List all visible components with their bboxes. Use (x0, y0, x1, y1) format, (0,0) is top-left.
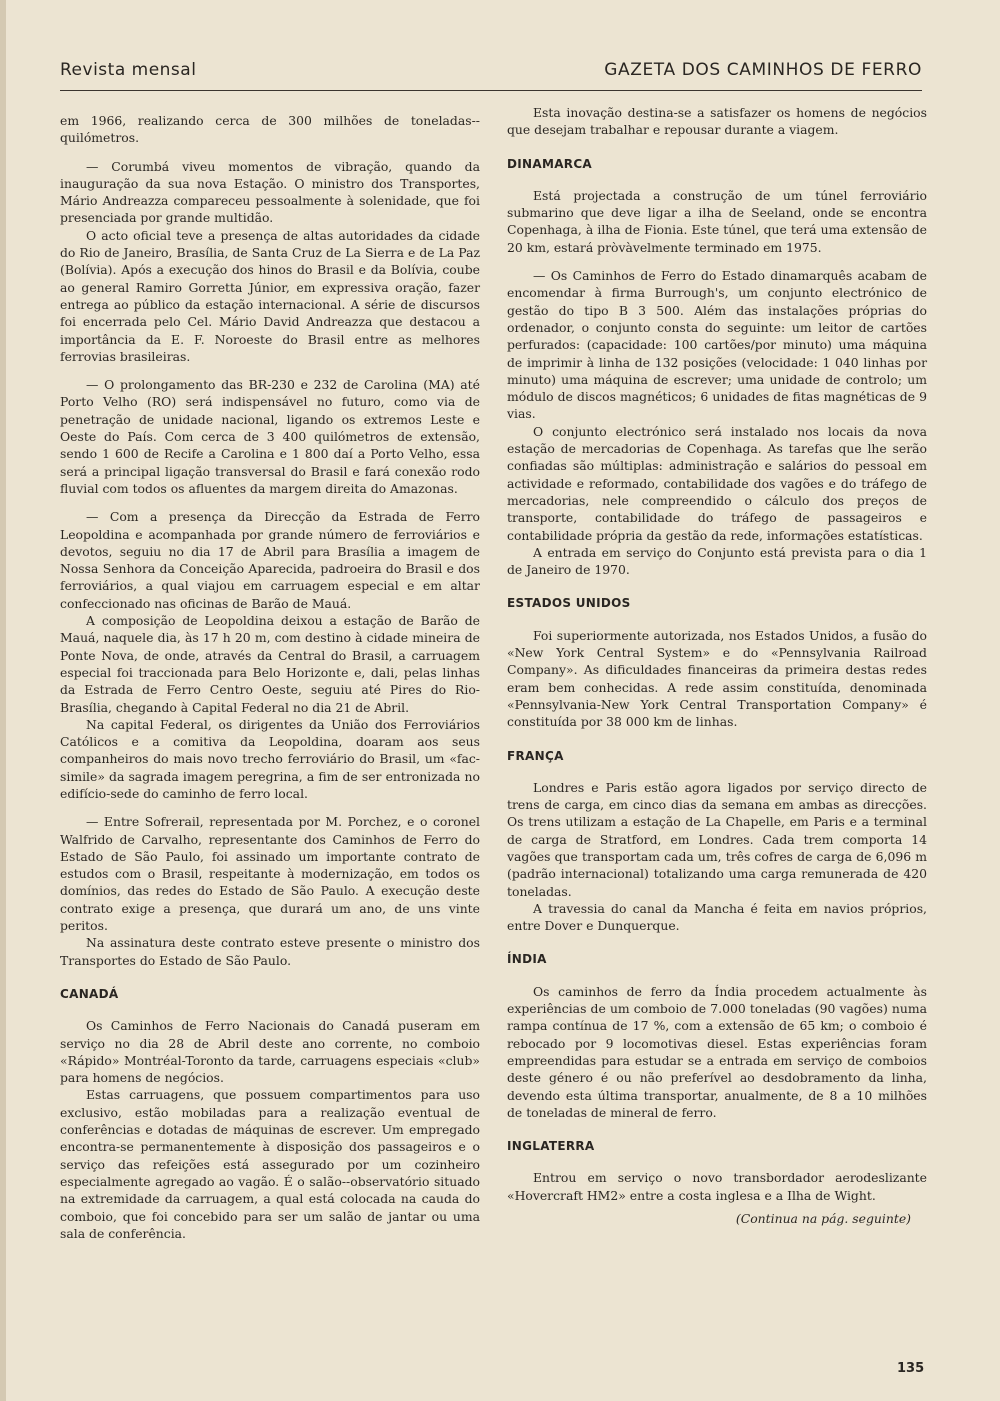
paragraph: A travessia do canal da Mancha é feita em navios próprios, entre Dover e Dunquerque. (507, 900, 927, 934)
header-left-text: Revista mensal (60, 60, 197, 80)
continued-note: (Continua na pág. seguinte) (735, 1211, 911, 1227)
section-heading-canada: CANADÁ (60, 986, 119, 1001)
paragraph: Esta inovação destina-se a satisfazer os homens de negócios que desejam trabalhar e repousar durante a viagem. (507, 105, 927, 138)
section-heading-india: ÍNDIA (507, 952, 547, 967)
paragraph: Foi superiormente autorizada, nos Estados Unidos, a fusão do «New York Central System» e do «Pennsylvania Railroad Company». As dificuldades financeiras da primeira destas redes eram bem conhecidas. A rede assim constituída, denominada «Pennsylvania-New York Central Transportation Company» é constituída por 38 000 km de linhas. (507, 627, 927, 730)
paragraph: em 1966, realizando cerca de 300 milhões de toneladas--quilómetros. (60, 113, 480, 146)
paragraph: — Os Caminhos de Ferro do Estado dinamarquês acabam de encomendar à firma Burrough's, um conjunto electrónico de gestão do tipo B 3 500. Além das instalações próprias do ordenador, o conjunto consta do seguinte: um leitor de cartões perfurados: (capacidade: 100 cartões/por minuto) uma máquina de imprimir à linha de 132 posições (velocidade: 1 040 linhas por minuto) uma máquina de escrever; uma unidade de controlo; um módulo de discos magnéticos; 6 unidades de fitas magnéticas de 9 vias. (507, 268, 927, 422)
paragraph: Os caminhos de ferro da Índia procedem actualmente às experiências de um comboio de 7.000 toneladas (90 vagões) numa rampa contínua de 17 %, com a extensão de 65 km; o comboio é rebocado por 9 locomotivas diesel. Estas experiências foram empreendidas para estudar se a entrada em serviço de comboios deste género é ou não preferível ao desdobramento da linha, devendo esta última transportar, anualmente, de 8 a 10 milhões de toneladas de mineral de ferro. (507, 983, 927, 1120)
paragraph: — Corumbá viveu momentos de vibração, quando da inauguração da sua nova Estação. O ministro dos Transportes, Mário Andreazza compareceu pessoalmente à solenidade, que foi presenciada por grande multidão. (60, 158, 480, 226)
running-header (60, 56, 922, 91)
paragraph: Na capital Federal, os dirigentes da União dos Ferroviários Católicos e a comitiva da Leopoldina, doaram aos seus companheiros do mais novo trecho ferroviário do Brasil, um «fac-simile» da sagrada imagem peregrina, a fim de ser entronizada no edifício-sede do caminho de ferro local. (60, 716, 480, 801)
section-heading-estados-unidos: ESTADOS UNIDOS (507, 596, 631, 611)
paragraph: — Entre Sofrerail, representada por M. Porchez, e o coronel Walfrido de Carvalho, representante dos Caminhos de Ferro do Estado de São Paulo, foi assinado um importante contrato de estudos com o Brasil, respeitante à modernização, em todos os domínios, das redes do Estado de São Paulo. A execução deste contrato exige a presença, que durará um ano, de uns vinte peritos. (60, 814, 480, 934)
paragraph: Os Caminhos de Ferro Nacionais do Canadá puseram em serviço no dia 28 de Abril deste ano corrente, no comboio «Rápido» Montréal-Toronto da tarde, carruagens especiais «club» para homens de negócios. (60, 1018, 480, 1086)
paragraph: Londres e Paris estão agora ligados por serviço directo de trens de carga, em cinco dias da semana em ambas as direcções. Os trens utilizam a estação de La Chapelle, em Paris e a terminal de carga de Stratford, em Londres. Cada trem comporta 14 vagões que transportam cada um, três cofres de carga de 6,096 m (padrão internacional) totalizando uma carga remunerada de 420 toneladas. (507, 779, 927, 899)
left-column (60, 112, 480, 1242)
right-column (507, 104, 927, 1227)
page-number: 135 (897, 1361, 925, 1376)
paragraph: Na assinatura deste contrato esteve presente o ministro dos Transportes do Estado de São Paulo. (60, 935, 480, 968)
section-heading-inglaterra: INGLATERRA (507, 1139, 595, 1154)
paragraph: — O prolongamento das BR-230 e 232 de Carolina (MA) até Porto Velho (RO) será indispensável no futuro, como via de penetração de unidade nacional, ligando os extremos Leste e Oeste do País. Com cerca de 3 400 quilómetros de extensão, sendo 1 600 de Recife a Carolina e 1 800 daí a Porto Velho, essa será a principal ligação transversal do Brasil e fará conexão rodo fluvial com todos os afluentes da margem direita do Amazonas. (60, 377, 480, 496)
header-right-text: GAZETA DOS CAMINHOS DE FERRO (604, 60, 922, 80)
page-spine-edge (0, 0, 6, 1401)
paragraph: A entrada em serviço do Conjunto está prevista para o dia 1 de Janeiro de 1970. (507, 544, 927, 578)
section-heading-franca: FRANÇA (507, 748, 564, 763)
paragraph: Está projectada a construção de um túnel ferroviário submarino que deve ligar a ilha de Seeland, onde se encontra Copenhaga, à ilha de Fionia. Este túnel, que terá uma extensão de 20 km, estará pròvàvelmente terminado em 1975. (507, 187, 927, 255)
paragraph: Entrou em serviço o novo transbordador aerodeslizante «Hovercraft HM2» entre a costa inglesa e a Ilha de Wight. (507, 1170, 927, 1203)
paragraph: A composição de Leopoldina deixou a estação de Barão de Mauá, naquele dia, às 17 h 20 m, com destino à cidade mineira de Ponte Nova, de onde, através da Central do Brasil, a carruagem especial foi traccionada para Belo Horizonte e, dali, pelas linhas da Estrada de Ferro Centro Oeste, seguiu até Pires do Rio-Brasília, chegando à Capital Federal no dia 21 de Abril. (60, 613, 480, 715)
paragraph: O acto oficial teve a presença de altas autoridades da cidade do Rio de Janeiro, Brasília, de Santa Cruz de La Sierra e de La Paz (Bolívia). Após a execução dos hinos do Brasil e da Bolívia, coube ao general Ramiro Gorretta Júnior, em expressiva oração, fazer entrega ao público da estação internacional. A série de discursos foi encerrada pelo Cel. Mário David Andreazza que destacou a importância da E. F. Noroeste do Brasil entre as melhores ferrovias brasileiras. (60, 227, 480, 364)
paragraph: Estas carruagens, que possuem compartimentos para uso exclusivo, estão mobiladas para a realização eventual de conferências e dotadas de máquinas de escrever. Um empregado encontra-se permanentemente à disposição dos passageiros e o serviço das refeições está assegurado por um cozinheiro especialmente agregado ao vagão. É o salão--observatório situado na extremidade da carruagem, a qual está colocada na cauda do comboio, que foi concebido para ser um salão de jantar ou uma sala de conferência. (60, 1087, 480, 1241)
paragraph: O conjunto electrónico será instalado nos locais da nova estação de mercadorias de Copenhaga. As tarefas que lhe serão confiadas são múltiplas: administração e salários do pessoal em actividade e reformado, contabilidade dos vagões e do tráfego de mercadorias, nele compreendido o cálculo dos preços de transporte, contabilidade do tráfego de passageiros e contabilidade própria da gestão da rede, informações estatísticas. (507, 423, 927, 543)
section-heading-dinamarca: DINAMARCA (507, 156, 593, 171)
paragraph: — Com a presença da Direcção da Estrada de Ferro Leopoldina e acompanhada por grande número de ferroviários e devotos, seguiu no dia 17 de Abril para Brasília a imagem de Nossa Senhora da Conceição Aparecida, padroeira do Brasil e dos ferroviários, a qual viajou em carruagem especial e em altar confeccionado nas oficinas de Barão de Mauá. (60, 509, 480, 611)
